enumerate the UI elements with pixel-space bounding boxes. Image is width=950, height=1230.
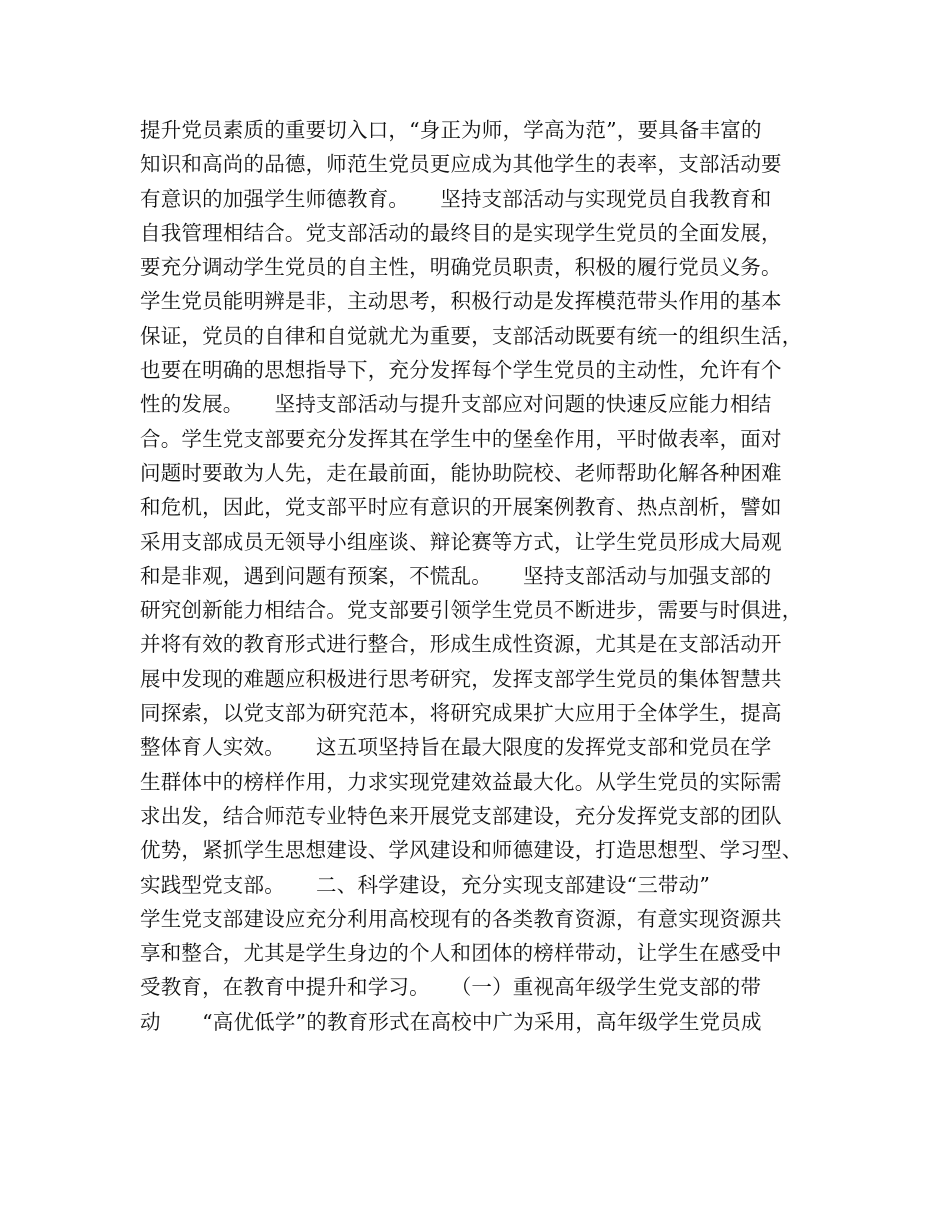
text-line: 优势，紧抓学生思想建设、学风建设和师德建设，打造思想型、学习型、 bbox=[140, 838, 803, 863]
text-line: 受教育，在教育中提升和学习。 （一）重视高年级学生党支部的带 bbox=[140, 975, 762, 1000]
text-line: 学生党支部建设应充分利用高校现有的各类教育资源，有意实现资源共 bbox=[140, 906, 782, 931]
text-line: 生群体中的榜样作用，力求实现党建效益最大化。从学生党员的实际需 bbox=[140, 769, 782, 794]
text-line: 自我管理相结合。党支部活动的最终目的是实现学生党员的全面发展， bbox=[140, 220, 782, 245]
text-line: 享和整合，尤其是学生身边的个人和团体的榜样带动，让学生在感受中 bbox=[140, 941, 782, 966]
text-line: 要充分调动学生党员的自主性，明确党员职责，积极的履行党员义务。 bbox=[140, 255, 782, 280]
text-line: 性的发展。 坚持支部活动与提升支部应对问题的快速反应能力相结 bbox=[140, 392, 772, 417]
text-line: 并将有效的教育形式进行整合，形成生成性资源，尤其是在支部活动开 bbox=[140, 632, 782, 657]
text-line: 也要在明确的思想指导下，充分发挥每个学生党员的主动性，允许有个 bbox=[140, 358, 782, 383]
text-line: 采用支部成员无领导小组座谈、辩论赛等方式，让学生党员形成大局观 bbox=[140, 529, 782, 554]
text-line: 和危机，因此，党支部平时应有意识的开展案例教育、热点剖析，譬如 bbox=[140, 495, 782, 520]
text-line: 求出发，结合师范专业特色来开展党支部建设，充分发挥党支部的团队 bbox=[140, 803, 782, 828]
text-line: 同探索，以党支部为研究范本，将研究成果扩大应用于全体学生，提高 bbox=[140, 701, 782, 726]
text-line: 和是非观，遇到问题有预案，不慌乱。 坚持支部活动与加强支部的 bbox=[140, 563, 772, 588]
text-line: 研究创新能力相结合。党支部要引领学生党员不断进步，需要与时俱进， bbox=[140, 598, 803, 623]
text-line: 实践型党支部。 二、科学建设，充分实现支部建设“三带动” bbox=[140, 872, 711, 897]
text-line: 有意识的加强学生师德教育。 坚持支部活动与实现党员自我教育和 bbox=[140, 186, 772, 211]
text-line: 动 “高优低学”的教育形式在高校中广为采用，高年级学生党员成 bbox=[140, 1009, 762, 1034]
text-line: 学生党员能明辨是非，主动思考，积极行动是发挥模范带头作用的基本 bbox=[140, 289, 782, 314]
text-line: 提升党员素质的重要切入口，“身正为师，学高为范”，要具备丰富的 bbox=[140, 118, 762, 142]
text-line: 问题时要敢为人先，走在最前面，能协助院校、老师帮助化解各种困难 bbox=[140, 460, 782, 485]
text-line: 合。学生党支部要充分发挥其在学生中的堡垒作用，平时做表率，面对 bbox=[140, 426, 782, 451]
text-line: 整体育人实效。 这五项坚持旨在最大限度的发挥党支部和党员在学 bbox=[140, 735, 772, 760]
text-line: 展中发现的难题应积极进行思考研究，发挥支部学生党员的集体智慧共 bbox=[140, 666, 782, 691]
text-line: 保证，党员的自律和自觉就尤为重要，支部活动既要有统一的组织生活， bbox=[140, 323, 803, 348]
text-line: 知识和高尚的品德，师范生党员更应成为其他学生的表率，支部活动要 bbox=[140, 152, 782, 177]
body-text bbox=[140, 113, 830, 1039]
